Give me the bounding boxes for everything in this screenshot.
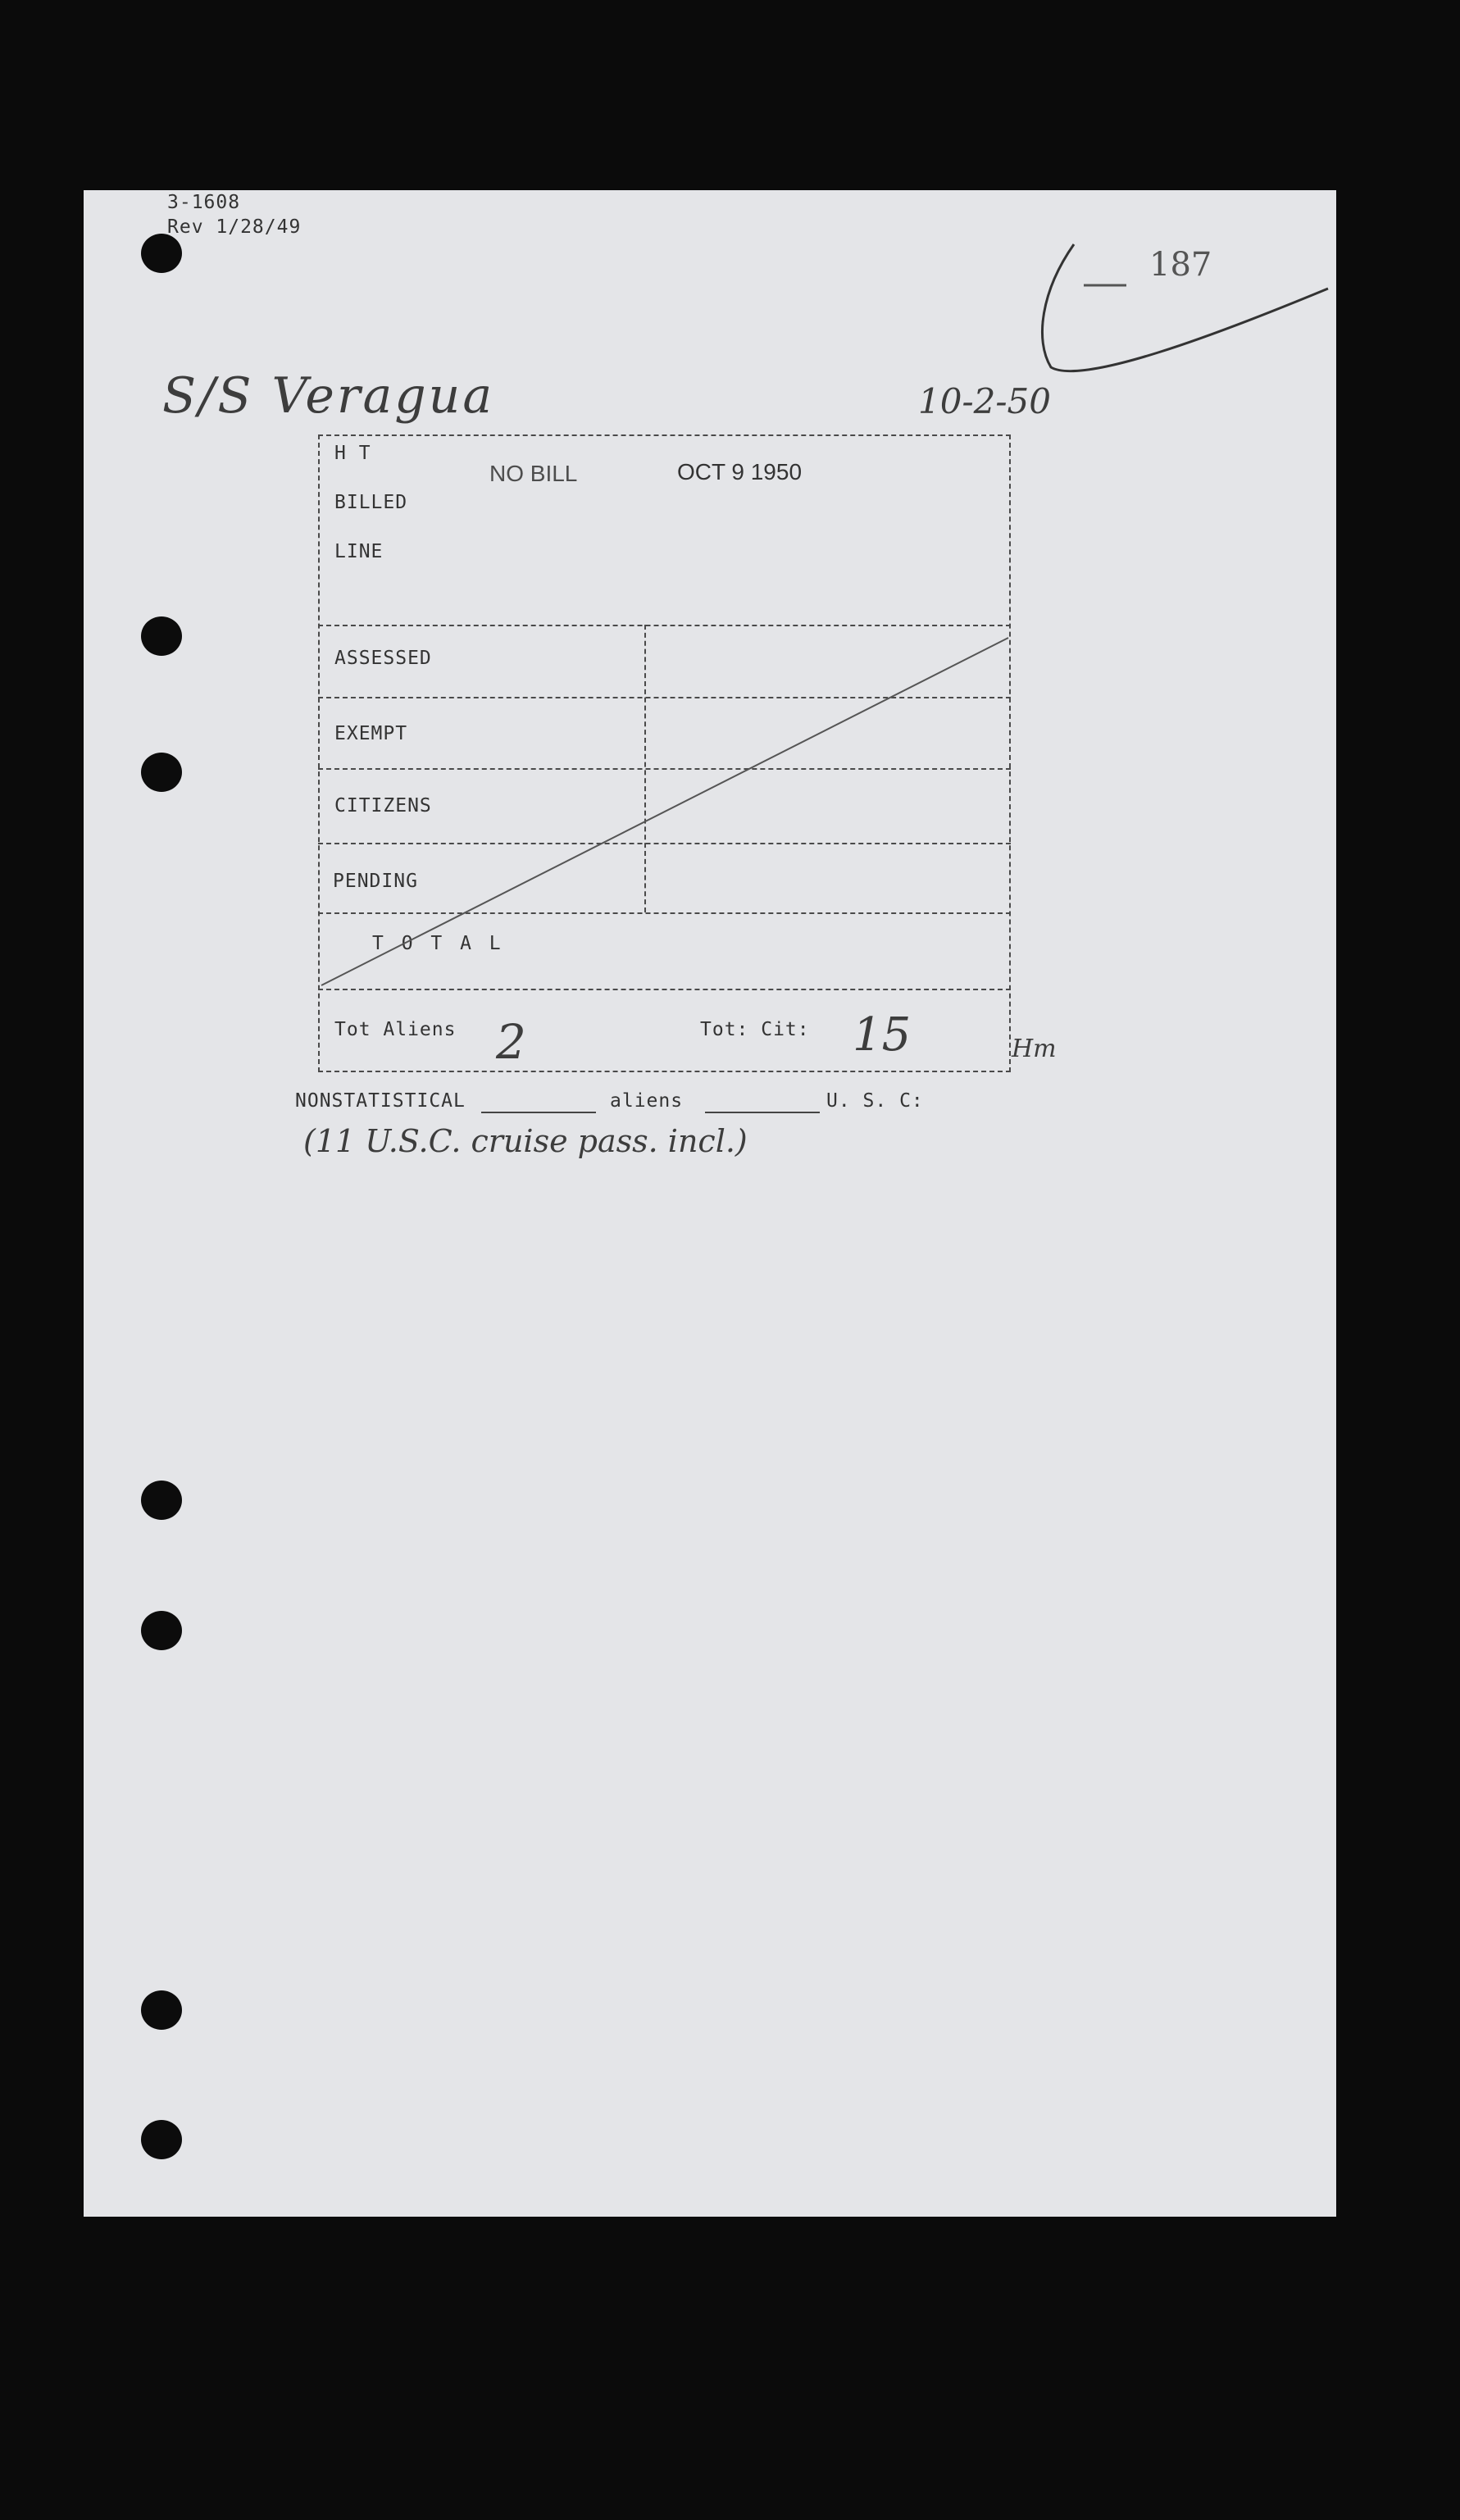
form-revision: Rev 1/28/49 (167, 216, 302, 238)
tot-citizens-value: 15 (853, 1008, 912, 1062)
initials: Hm (1012, 1035, 1057, 1063)
cruise-passenger-note: (11 U.S.C. cruise pass. incl.) (303, 1123, 748, 1159)
handwritten-date: 10-2-50 (918, 381, 1051, 421)
vessel-name: S/S Veragua (162, 367, 495, 425)
nonstatistical-label: NONSTATISTICAL (295, 1090, 466, 1112)
label-line: LINE (334, 541, 384, 562)
label-billed: BILLED (334, 492, 408, 513)
row-label-pending: PENDING (333, 871, 418, 892)
row-label-citizens: CITIZENS (334, 795, 432, 816)
tot-citizens-label: Tot: Cit: (700, 1019, 810, 1040)
no-bill-stamp: NO BILL (489, 461, 578, 486)
form-number: 3-1608 (167, 192, 241, 213)
label-ht: H T (334, 443, 371, 464)
page-number: 187 (1149, 246, 1212, 284)
row-label-exempt: EXEMPT (334, 723, 408, 744)
check-mark-icon (1042, 244, 1328, 371)
total-label: T O T A L (372, 933, 504, 954)
cancellation-line (321, 638, 1008, 985)
nonstatistical-usc-label: U. S. C: (826, 1090, 924, 1112)
tot-aliens-value: 2 (496, 1014, 526, 1070)
date-stamp: OCT 9 1950 (677, 459, 803, 484)
nonstatistical-aliens-label: aliens (610, 1090, 684, 1112)
tot-aliens-label: Tot Aliens (334, 1019, 457, 1040)
row-label-assessed: ASSESSED (334, 648, 432, 669)
